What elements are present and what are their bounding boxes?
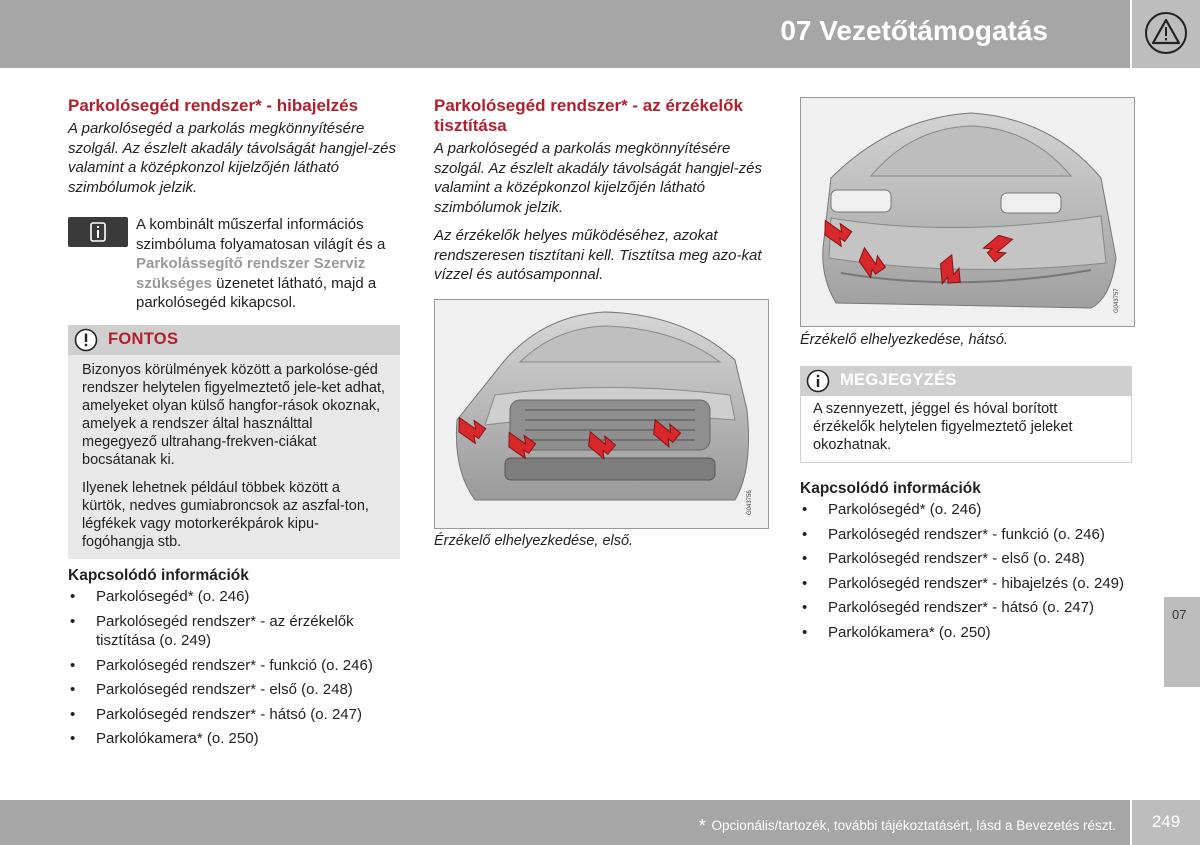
exclamation-circle-icon — [74, 328, 98, 352]
warning-box — [68, 325, 400, 559]
related-link[interactable]: • Parkolósegéd rendszer* - az érzékelők tisztítása (o. 249) — [68, 612, 403, 651]
related-info-right — [800, 480, 1135, 647]
figure-code: G043757 — [1114, 288, 1120, 313]
section-intro: A parkolósegéd a parkolás megkönnyítésére szolgál. Az észlelt akadály távolságát hangjel-zés valamint a középkonzol kijelzőjén látható szimbólumok jelzik. — [434, 140, 762, 216]
related-link[interactable]: • Parkolósegéd rendszer* - első (o. 248) — [68, 680, 403, 700]
warning-body — [68, 355, 400, 559]
info-text: A kombinált műszerfal információs szimbóluma folyamatosan világít és a — [136, 216, 386, 253]
related-link[interactable]: • Parkolókamera* (o. 250) — [68, 729, 403, 749]
chapter-title: 07 Vezetőtámogatás — [780, 15, 1048, 46]
related-title: Kapcsolódó információk — [68, 567, 249, 584]
note-box — [800, 366, 1132, 463]
related-list — [68, 587, 403, 749]
related-list — [800, 500, 1135, 642]
note-title: MEGJEGYZÉS — [840, 371, 957, 389]
related-link[interactable]: • Parkolósegéd rendszer* - funkció (o. 246) — [800, 525, 1135, 545]
front-sensor-figure — [434, 299, 769, 529]
section-intro-cleaning: Az érzékelők helyes működéséhez, azokat rendszeresen tisztítani kell. Tisztítsa meg azo-kat vízzel és autósamponnal. — [434, 227, 762, 283]
warning-title: FONTOS — [108, 330, 179, 348]
related-link[interactable]: • Parkolósegéd rendszer* - hibajelzés (o. 249) — [800, 574, 1135, 594]
rear-figure-caption: Érzékelő elhelyezkedése, hátsó. — [800, 332, 1008, 348]
rear-sensor-figure — [800, 97, 1135, 327]
chapter-tab-label: 07 — [1172, 607, 1187, 622]
section-intro: A parkolósegéd a parkolás megkönnyítésére szolgál. Az észlelt akadály távolságát hangjel-zés valamint a középkonzol kijelzőjén látható szimbólumok jelzik. — [68, 120, 396, 196]
footnote-text: Opcionális/tartozék, további tájékoztatásért, lásd a Bevezetés részt. — [711, 818, 1116, 833]
header-icon-box — [1132, 0, 1200, 68]
info-paragraph — [68, 215, 400, 313]
footnote — [699, 816, 1116, 837]
front-figure-caption: Érzékelő elhelyezkedése, első. — [434, 533, 634, 549]
section-title: Parkolósegéd rendszer* - hibajelzés — [68, 96, 359, 115]
warning-triangle-icon — [1144, 11, 1188, 55]
note-text: A szennyezett, jéggel és hóval borított érzékelők helytelen figyelmeztető jeleket okozhatnak. — [813, 401, 1073, 453]
front-car-illustration — [435, 300, 768, 528]
rear-car-illustration — [801, 98, 1134, 326]
related-link[interactable]: • Parkolósegéd rendszer* - első (o. 248) — [800, 549, 1135, 569]
note-header — [800, 366, 1132, 396]
related-link[interactable]: • Parkolósegéd rendszer* - funkció (o. 246) — [68, 656, 403, 676]
related-link[interactable]: • Parkolósegéd rendszer* - hátsó (o. 247) — [68, 705, 403, 725]
page-header — [0, 0, 1130, 68]
column-tisztitas — [434, 96, 766, 285]
page-number: 249 — [1151, 812, 1181, 831]
related-title: Kapcsolódó információk — [800, 480, 981, 497]
info-highlight: Parkolássegítő rendszer Szerviz szükséges — [136, 255, 366, 292]
info-text-end: üzenetet látható, majd a parkolósegéd kikapcsol. — [136, 274, 377, 311]
warning-header — [68, 325, 400, 355]
chapter-tab[interactable] — [1164, 597, 1200, 687]
related-info-left — [68, 567, 403, 754]
note-body — [800, 396, 1132, 463]
info-circle-icon — [806, 369, 830, 393]
warning-paragraph-2: Ilyenek lehetnek például többek között a kürtök, nedves gumiabroncsok az aszfal-ton, légfékek vagy motorkerékpárok kipu-fogóhangja stb. — [82, 480, 369, 550]
warning-paragraph-1: Bizonyos körülmények között a parkolóse-géd rendszer helytelen figyelmeztető jele-ket adhat, amelyeket olyan külső hangfor-rások okoznak, amelyek a rendszer által használttal megegyező ultrahang-frekven-ciákat bocsátanak ki. — [82, 362, 386, 468]
footnote-star: * — [698, 816, 706, 836]
related-link[interactable]: • Parkolósegéd* (o. 246) — [800, 500, 1135, 520]
related-link[interactable]: • Parkolósegéd rendszer* - hátsó (o. 247) — [800, 598, 1135, 618]
column-hibajelzes — [68, 96, 400, 313]
info-i-icon — [68, 217, 128, 247]
section-title: Parkolósegéd rendszer* - az érzékelők tisztítása — [434, 96, 743, 135]
figure-code: G043756 — [747, 490, 753, 515]
related-link[interactable]: • Parkolósegéd* (o. 246) — [68, 587, 403, 607]
related-link[interactable]: • Parkolókamera* (o. 250) — [800, 623, 1135, 643]
